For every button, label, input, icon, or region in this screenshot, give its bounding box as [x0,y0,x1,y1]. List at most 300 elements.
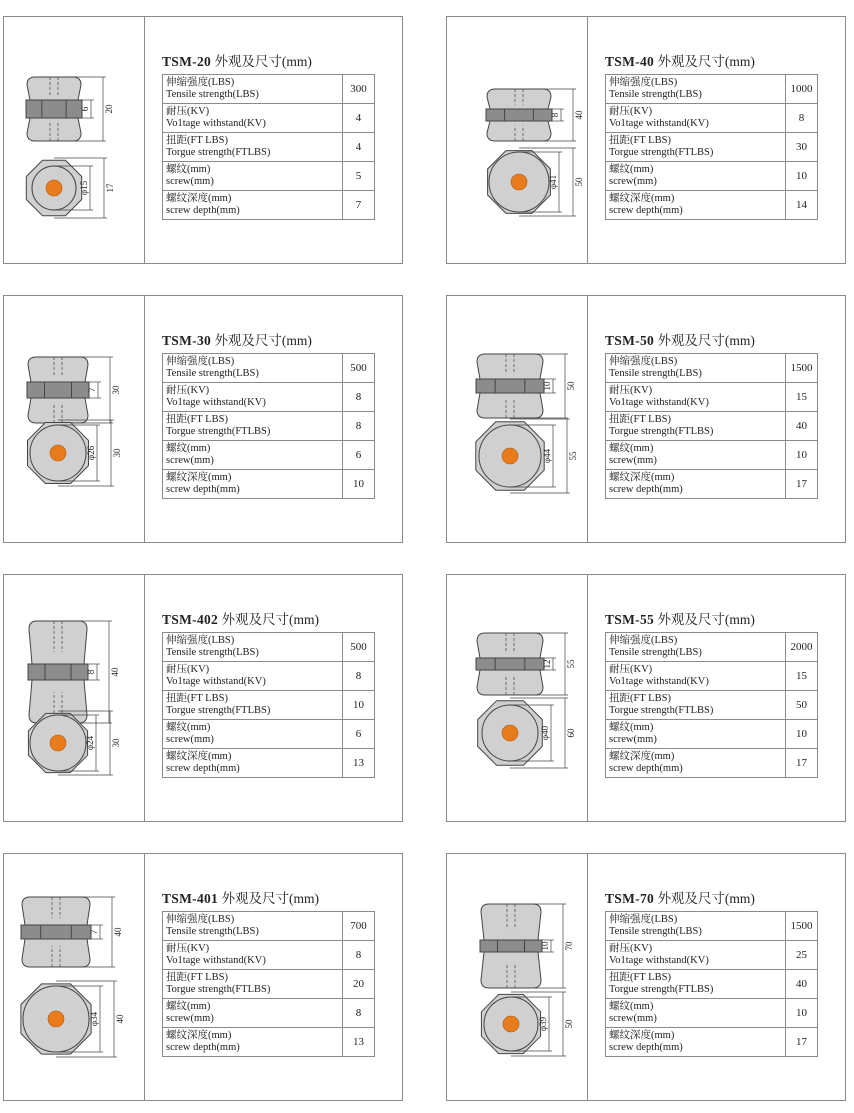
spec-label-cn: 耐压(KV) [609,385,653,396]
screw-hole-icon [503,1016,519,1032]
diameter-dimension: φ44 [542,448,552,464]
title-suffix: 外观及尺寸(mm) [214,54,312,69]
spec-label-cn: 伸缩强度(LBS) [609,356,678,367]
band-dimension: 6 [80,106,90,112]
spec-row [163,191,375,220]
spec-label-en: Vo1tage withstand(KV) [609,955,709,966]
spec-label [606,970,786,999]
product-title [162,50,312,70]
width-dimension: 30 [112,448,122,458]
spec-row [606,662,818,691]
spec-label-cn: 螺纹(mm) [609,722,654,733]
spec-value: 14 [786,191,818,220]
diameter-dimension: φ15 [79,180,89,196]
band-dimension: 12 [542,659,552,669]
spec-value: 10 [343,691,375,720]
product-model: TSM-20 [162,54,212,69]
insulator-side-view [27,357,89,423]
spec-label-en: screw depth(mm) [609,1042,683,1053]
spec-row [606,1028,818,1057]
band-dimension: 10 [542,381,552,391]
insulator-top-view [26,160,81,215]
title-suffix: 外观及尺寸(mm) [657,612,755,627]
diameter-dimension: φ41 [548,174,558,190]
spec-label-cn: 耐压(KV) [609,943,653,954]
spec-label-cn: 耐压(KV) [609,664,653,675]
spec-label-en: Tensile strength(LBS) [609,89,702,100]
spec-label [606,999,786,1028]
spec-label-cn: 螺纹深度(mm) [166,472,232,483]
screw-hole-icon [46,180,62,196]
spec-label-cn: 耐压(KV) [166,943,210,954]
card-divider [587,854,588,1100]
spec-label [606,133,786,162]
spec-label [606,104,786,133]
insulator-side-view [476,633,544,695]
spec-row [606,720,818,749]
spec-label-en: Tensile strength(LBS) [166,647,259,658]
band-dimension: 8 [86,669,96,675]
spec-value: 17 [786,1028,818,1057]
product-model: TSM-50 [605,333,655,348]
spec-label [163,749,343,778]
insulator-drawing [447,296,587,542]
spec-label-cn: 伸缩强度(LBS) [609,914,678,925]
title-suffix: 外观及尺寸(mm) [221,891,319,906]
spec-label-en: screw depth(mm) [609,205,683,216]
spec-label-cn: 伸缩强度(LBS) [166,914,235,925]
spec-label-cn: 扭距(FT LBS) [166,414,228,425]
spec-label [163,383,343,412]
spec-label-en: screw(mm) [166,176,214,187]
spec-row [606,383,818,412]
spec-label [163,691,343,720]
spec-value: 40 [786,412,818,441]
diameter-dimension: φ34 [89,1011,99,1027]
spec-label-en: Vo1tage withstand(KV) [166,955,266,966]
height-dimension: 20 [104,104,114,114]
spec-label [163,720,343,749]
title-suffix: 外观及尺寸(mm) [657,891,755,906]
spec-value: 17 [786,470,818,499]
diameter-dimension: φ26 [86,445,96,461]
spec-label-cn: 螺纹深度(mm) [166,1030,232,1041]
spec-label-cn: 螺纹深度(mm) [166,751,232,762]
spec-value: 8 [786,104,818,133]
spec-label-cn: 螺纹(mm) [609,443,654,454]
spec-label-cn: 伸缩强度(LBS) [166,77,235,88]
spec-value: 8 [343,999,375,1028]
spec-label-en: screw depth(mm) [166,484,240,495]
width-dimension: 50 [564,1019,574,1029]
spec-value: 8 [343,383,375,412]
card-divider [144,575,145,821]
spec-label [163,941,343,970]
title-suffix: 外观及尺寸(mm) [657,333,755,348]
product-title [162,329,312,349]
spec-row [163,412,375,441]
spec-label [606,162,786,191]
spec-label-en: Torgue strength(FTLBS) [166,147,271,158]
width-dimension: 40 [115,1014,125,1024]
spec-row [606,412,818,441]
insulator-top-view [28,713,87,772]
width-dimension: 17 [105,183,115,193]
card-divider [144,17,145,263]
spec-row [163,720,375,749]
spec-value: 8 [343,941,375,970]
spec-label [163,354,343,383]
insulator-side-view [476,354,544,418]
spec-row [163,1028,375,1057]
spec-label-en: Tensile strength(LBS) [609,368,702,379]
spec-label-cn: 耐压(KV) [609,106,653,117]
screw-hole-icon [511,174,527,190]
spec-label-cn: 螺纹(mm) [166,443,211,454]
spec-value: 7 [343,191,375,220]
spec-label-cn: 螺纹深度(mm) [609,472,675,483]
spec-row [163,133,375,162]
spec-label-cn: 扭距(FT LBS) [166,135,228,146]
spec-value: 10 [786,441,818,470]
spec-row [606,104,818,133]
spec-value: 15 [786,662,818,691]
insulator-drawing [4,296,144,542]
height-dimension: 40 [113,927,123,937]
height-dimension: 30 [111,385,121,395]
product-card-tsm-55 [446,574,846,822]
spec-label-cn: 扭距(FT LBS) [609,972,671,983]
insulator-drawing [4,575,144,821]
spec-label-en: Vo1tage withstand(KV) [609,676,709,687]
product-model: TSM-55 [605,612,655,627]
spec-value: 20 [343,970,375,999]
spec-label [163,633,343,662]
spec-label-cn: 耐压(KV) [166,664,210,675]
spec-label-en: screw depth(mm) [609,484,683,495]
band-dimension: 7 [87,387,97,393]
spec-label-cn: 扭距(FT LBS) [609,693,671,704]
spec-row [606,691,818,720]
spec-value: 1000 [786,75,818,104]
spec-row [163,912,375,941]
spec-label-en: screw(mm) [166,734,214,745]
spec-row [163,162,375,191]
spec-row [163,941,375,970]
product-model: TSM-402 [162,612,219,627]
spec-value: 500 [343,354,375,383]
spec-label-en: Tensile strength(LBS) [609,647,702,658]
spec-label-en: screw depth(mm) [166,205,240,216]
spec-label [606,633,786,662]
spec-value: 15 [786,383,818,412]
spec-label [163,191,343,220]
spec-row [163,441,375,470]
spec-label-en: Torgue strength(FTLBS) [166,705,271,716]
spec-label-en: screw depth(mm) [609,763,683,774]
spec-label [606,441,786,470]
height-dimension: 40 [574,110,584,120]
spec-label-cn: 螺纹深度(mm) [609,1030,675,1041]
insulator-top-view [481,994,540,1053]
spec-label-en: Torgue strength(FTLBS) [609,705,714,716]
screw-hole-icon [50,445,66,461]
spec-label-cn: 伸缩强度(LBS) [166,356,235,367]
insulator-top-view [476,422,544,490]
spec-table [605,353,818,499]
spec-label-cn: 螺纹(mm) [166,164,211,175]
screw-hole-icon [502,725,518,741]
spec-label-en: Vo1tage withstand(KV) [166,397,266,408]
spec-label-en: Torgue strength(FTLBS) [166,426,271,437]
spec-value: 8 [343,662,375,691]
spec-row [163,999,375,1028]
diameter-dimension: φ24 [85,735,95,751]
spec-row [163,749,375,778]
spec-row [163,470,375,499]
insulator-top-view [28,423,89,484]
product-model: TSM-401 [162,891,219,906]
spec-label-en: Vo1tage withstand(KV) [166,118,266,129]
product-model: TSM-30 [162,333,212,348]
spec-row [606,133,818,162]
title-suffix: 外观及尺寸(mm) [657,54,755,69]
spec-row [606,191,818,220]
spec-value: 6 [343,720,375,749]
spec-row [163,662,375,691]
product-card-tsm-30 [3,295,403,543]
insulator-side-view [28,621,88,723]
card-divider [144,854,145,1100]
spec-label-cn: 伸缩强度(LBS) [609,635,678,646]
spec-label [163,470,343,499]
product-card-tsm-40 [446,16,846,264]
spec-label-en: Torgue strength(FTLBS) [166,984,271,995]
spec-row [606,441,818,470]
spec-label [606,1028,786,1057]
spec-value: 10 [343,470,375,499]
spec-label-en: Torgue strength(FTLBS) [609,984,714,995]
insulator-top-view [21,984,91,1054]
screw-hole-icon [50,735,66,751]
spec-value: 5 [343,162,375,191]
insulator-drawing [447,575,587,821]
product-model: TSM-40 [605,54,655,69]
spec-label-cn: 耐压(KV) [166,385,210,396]
spec-label [163,75,343,104]
height-dimension: 40 [110,667,120,677]
card-divider [587,296,588,542]
spec-row [606,75,818,104]
spec-label-cn: 扭距(FT LBS) [166,693,228,704]
product-card-tsm-20 [3,16,403,264]
spec-value: 40 [786,970,818,999]
spec-label-en: screw(mm) [609,734,657,745]
spec-row [606,941,818,970]
spec-label-en: Tensile strength(LBS) [166,926,259,937]
spec-table [605,74,818,220]
insulator-drawing [447,17,587,263]
spec-label-cn: 螺纹(mm) [166,722,211,733]
spec-row [606,354,818,383]
spec-label-en: screw(mm) [609,455,657,466]
spec-label-cn: 扭距(FT LBS) [166,972,228,983]
product-model: TSM-70 [605,891,655,906]
spec-value: 1500 [786,354,818,383]
spec-label-en: Vo1tage withstand(KV) [609,397,709,408]
spec-value: 10 [786,999,818,1028]
product-title [605,50,755,70]
spec-label-en: Torgue strength(FTLBS) [609,426,714,437]
spec-label [606,470,786,499]
spec-label [606,662,786,691]
spec-label-en: Tensile strength(LBS) [609,926,702,937]
spec-label-en: screw depth(mm) [166,1042,240,1053]
band-dimension: 10 [540,941,550,951]
spec-row [163,104,375,133]
spec-label [163,133,343,162]
spec-row [163,75,375,104]
insulator-side-view [21,897,91,967]
spec-label [163,912,343,941]
spec-label-en: Vo1tage withstand(KV) [166,676,266,687]
spec-table [162,74,375,220]
spec-table [162,911,375,1057]
spec-row [606,912,818,941]
spec-label-cn: 伸缩强度(LBS) [609,77,678,88]
spec-value: 50 [786,691,818,720]
insulator-top-view [488,151,551,214]
spec-row [606,470,818,499]
spec-value: 17 [786,749,818,778]
spec-table [162,632,375,778]
spec-label-en: screw(mm) [609,1013,657,1024]
spec-table [162,353,375,499]
spec-row [606,162,818,191]
product-title [162,608,319,628]
spec-label-cn: 螺纹(mm) [609,1001,654,1012]
spec-value: 300 [343,75,375,104]
card-divider [587,575,588,821]
diameter-dimension: φ39 [538,1016,548,1032]
card-divider [144,296,145,542]
screw-hole-icon [502,448,518,464]
spec-row [606,999,818,1028]
spec-row [163,383,375,412]
title-suffix: 外观及尺寸(mm) [214,333,312,348]
spec-label-cn: 伸缩强度(LBS) [166,635,235,646]
title-suffix: 外观及尺寸(mm) [221,612,319,627]
spec-value: 25 [786,941,818,970]
band-dimension: 8 [550,112,560,118]
spec-label-cn: 螺纹深度(mm) [609,751,675,762]
spec-label [606,691,786,720]
spec-label [163,412,343,441]
product-title [605,329,755,349]
spec-value: 8 [343,412,375,441]
spec-label-cn: 扭距(FT LBS) [609,414,671,425]
height-dimension: 50 [566,381,576,391]
band-dimension: 7 [89,929,99,935]
product-card-tsm-402 [3,574,403,822]
spec-label [606,75,786,104]
spec-label [163,970,343,999]
spec-value: 10 [786,162,818,191]
spec-row [163,354,375,383]
spec-label [606,749,786,778]
spec-row [163,970,375,999]
insulator-drawing [4,854,144,1100]
spec-value: 500 [343,633,375,662]
spec-value: 4 [343,133,375,162]
spec-label-cn: 螺纹(mm) [166,1001,211,1012]
spec-label-en: Tensile strength(LBS) [166,89,259,100]
height-dimension: 55 [566,659,576,669]
spec-label-cn: 扭距(FT LBS) [609,135,671,146]
spec-label [606,383,786,412]
spec-label-en: screw(mm) [166,1013,214,1024]
spec-label-en: screw(mm) [609,176,657,187]
spec-label [606,941,786,970]
spec-row [606,970,818,999]
width-dimension: 55 [568,451,578,461]
spec-row [606,633,818,662]
spec-value: 13 [343,1028,375,1057]
spec-row [163,633,375,662]
spec-label-cn: 螺纹深度(mm) [609,193,675,204]
insulator-drawing [447,854,587,1100]
insulator-side-view [480,904,542,988]
spec-value: 13 [343,749,375,778]
spec-label-cn: 螺纹(mm) [609,164,654,175]
insulator-side-view [486,89,552,141]
width-dimension: 30 [111,738,121,748]
spec-label [163,999,343,1028]
spec-value: 6 [343,441,375,470]
spec-value: 30 [786,133,818,162]
spec-row [163,691,375,720]
spec-label-en: screw(mm) [166,455,214,466]
spec-label [606,412,786,441]
card-divider [587,17,588,263]
height-dimension: 70 [564,941,574,951]
screw-hole-icon [48,1011,64,1027]
spec-label-en: screw depth(mm) [166,763,240,774]
spec-table [605,632,818,778]
spec-value: 1500 [786,912,818,941]
spec-label [606,191,786,220]
spec-value: 10 [786,720,818,749]
spec-label [163,1028,343,1057]
insulator-top-view [478,701,543,766]
spec-label [163,441,343,470]
spec-label-en: Torgue strength(FTLBS) [609,147,714,158]
insulator-drawing [4,17,144,263]
spec-label-en: Tensile strength(LBS) [166,368,259,379]
spec-value: 2000 [786,633,818,662]
spec-label [163,662,343,691]
spec-label [163,104,343,133]
insulator-side-view [26,77,82,141]
width-dimension: 60 [566,728,576,738]
spec-value: 700 [343,912,375,941]
product-card-tsm-50 [446,295,846,543]
spec-table [605,911,818,1057]
spec-label [163,162,343,191]
diameter-dimension: φ40 [540,725,550,741]
product-title [162,887,319,907]
spec-label [606,912,786,941]
